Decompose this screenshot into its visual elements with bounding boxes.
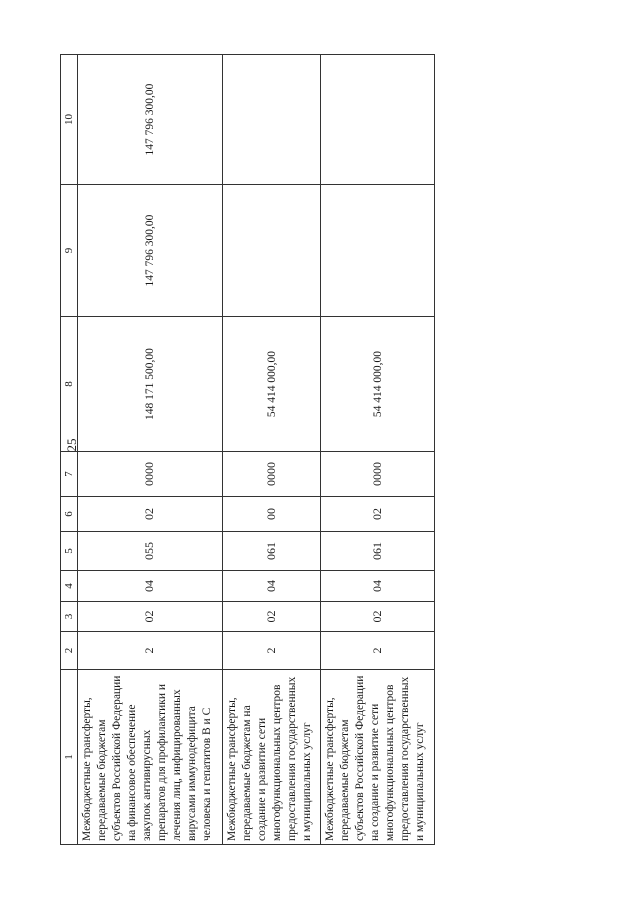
table-cell: 2 xyxy=(78,632,223,670)
table-cell: 061 xyxy=(222,532,320,571)
amount-cell: 147 796 300,00 xyxy=(78,185,223,317)
table-cell: 0000 xyxy=(78,452,223,497)
header-cell: 6 xyxy=(61,497,78,532)
header-cell: 4 xyxy=(61,571,78,602)
amount-cell: 54 414 000,00 xyxy=(222,317,320,452)
table-cell: 00 xyxy=(222,497,320,532)
header-cell: 5 xyxy=(61,532,78,571)
table-cell: 04 xyxy=(222,571,320,602)
table-cell: 02 xyxy=(321,497,435,532)
header-cell: 2 xyxy=(61,632,78,670)
rotated-table-wrapper xyxy=(60,45,435,845)
table-cell: 2 xyxy=(321,632,435,670)
header-cell: 9 xyxy=(61,185,78,317)
row-name-cell: Межбюджетные трансферты, передаваемые бюджетам субъектов Российской Федерации на финансовое обеспечение закупок антивирусных препаратов для профилактики и лечения лиц, инфицированных вирусами иммунодефицита человека и гепатитов В и С xyxy=(78,670,223,845)
header-cell: 8 xyxy=(61,317,78,452)
amount-cell: 147 796 300,00 xyxy=(78,55,223,185)
row-name-cell: Межбюджетные трансферты, передаваемые бюджетам на создание и развитие сети многофункциональных центров предоставления государственных и муниципальных услуг xyxy=(222,670,320,845)
table-header-row xyxy=(61,55,78,845)
header-cell: 3 xyxy=(61,602,78,632)
table-row xyxy=(222,55,320,845)
header-cell: 7 xyxy=(61,452,78,497)
amount-cell xyxy=(321,55,435,185)
table-cell: 055 xyxy=(78,532,223,571)
table-row xyxy=(78,55,223,845)
table-cell: 02 xyxy=(222,602,320,632)
table-cell: 02 xyxy=(78,497,223,532)
amount-cell xyxy=(222,55,320,185)
table-row xyxy=(321,55,435,845)
header-cell: 10 xyxy=(61,55,78,185)
budget-table xyxy=(60,54,435,845)
table-cell: 0000 xyxy=(321,452,435,497)
table-cell: 2 xyxy=(222,632,320,670)
row-name-cell: Межбюджетные трансферты, передаваемые бюджетам субъектов Российской Федерации на создание и развитие сети многофункциональных центров предоставления государственных и муниципальных услуг xyxy=(321,670,435,845)
table-cell: 02 xyxy=(78,602,223,632)
table-cell: 061 xyxy=(321,532,435,571)
amount-cell xyxy=(321,185,435,317)
table-cell: 04 xyxy=(321,571,435,602)
header-cell: 1 xyxy=(61,670,78,845)
amount-cell: 54 414 000,00 xyxy=(321,317,435,452)
table-cell: 0000 xyxy=(222,452,320,497)
amount-cell: 148 171 500,00 xyxy=(78,317,223,452)
amount-cell xyxy=(222,185,320,317)
table-cell: 02 xyxy=(321,602,435,632)
page-number: 25 xyxy=(64,438,79,452)
table-cell: 04 xyxy=(78,571,223,602)
